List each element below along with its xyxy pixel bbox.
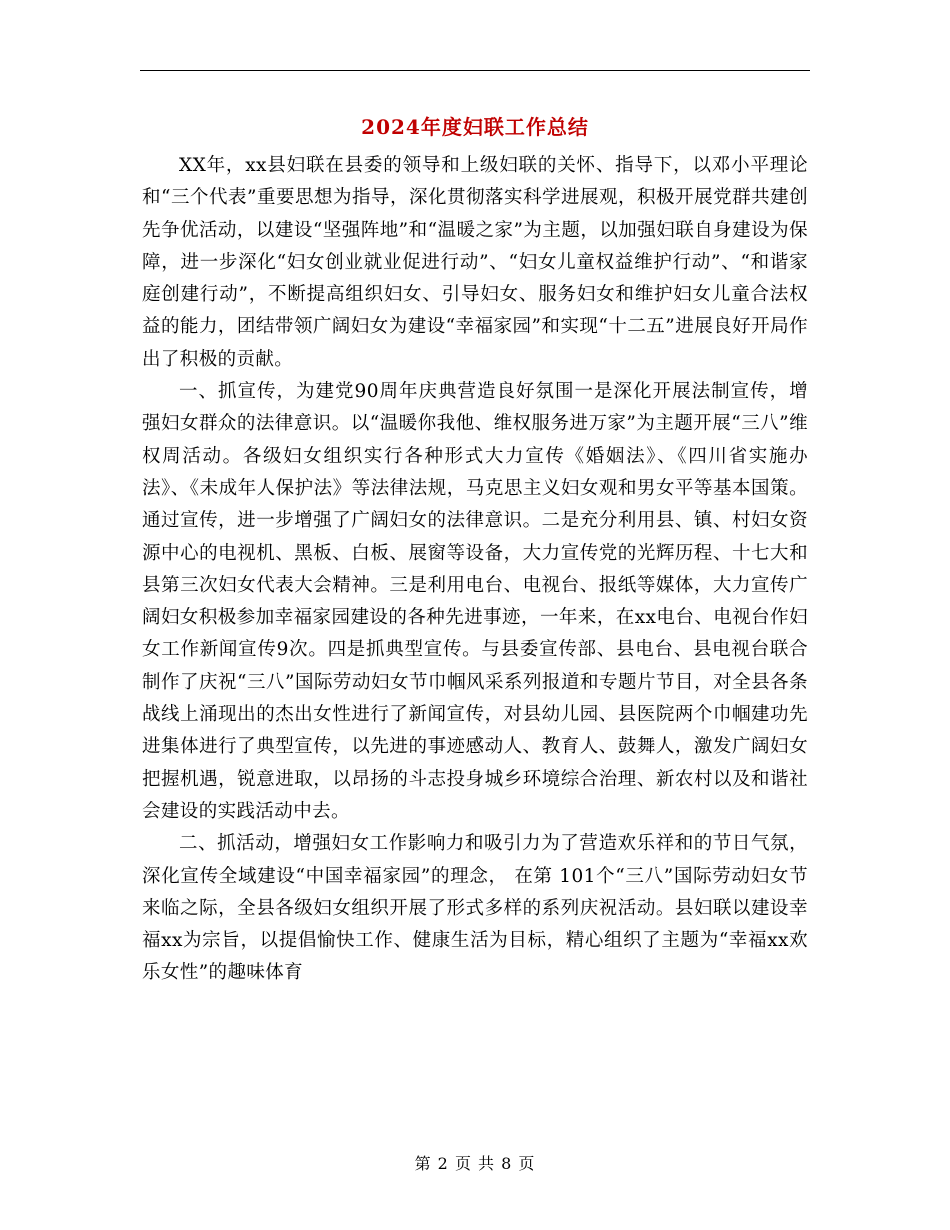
- paragraph-activities: 二、抓活动，增强妇女工作影响力和吸引力为了营造欢乐祥和的节日气氛，深化宣传全域建设“中国幸福家园”的理念， 在第 101个“三八”国际劳动妇女节来临之际，全县各级妇女组织开展了形式多样的系列庆祝活动。县妇联以建设幸福xx为宗旨，以提倡愉快工作、健康生活为目标，精心组织了主题为“幸福xx欢乐女性”的趣味体育: [142, 833, 808, 984]
- page-number-footer: 第 2 页 共 8 页: [414, 1154, 536, 1173]
- document-body: [142, 150, 808, 990]
- paragraph-intro: XX年，xx县妇联在县委的领导和上级妇联的关怀、指导下，以邓小平理论和“三个代表”重要思想为指导，深化贯彻落实科学进展观，积极开展党群共建创先争优活动，以建设“坚强阵地”和“温暖之家”为主题，以加强妇联自身建设为保障，进一步深化“妇女创业就业促进行动”、“妇女儿童权益维护行动”、“和谐家庭创建行动”，不断提高组织妇女、引导妇女、服务妇女和维护妇女儿童合法权益的能力，团结带领广阔妇女为建设“幸福家园”和实现“十二五”进展良好开局作出了积极的贡献。: [142, 155, 808, 370]
- document-title: 2024年度妇联工作总结: [361, 115, 589, 139]
- header-rule: [140, 70, 810, 71]
- paragraph-publicity: 一、抓宣传，为建党90周年庆典营造良好氛围一是深化开展法制宣传，增强妇女群众的法律意识。以“温暖你我他、维权服务进万家”为主题开展“三八”维权周活动。各级妇女组织实行各种形式大力宣传《婚姻法》、《四川省实施办法》、《未成年人保护法》等法律法规，马克思主义妇女观和男女平等基本国策。通过宣传，进一步增强了广阔妇女的法律意识。二是充分利用县、镇、村妇女资源中心的电视机、黑板、白板、展窗等设备，大力宣传党的光辉历程、十七大和县第三次妇女代表大会精神。三是利用电台、电视台、报纸等媒体，大力宣传广阔妇女积极参加幸福家园建设的各种先进事迹，一年来，在xx电台、电视台作妇女工作新闻宣传9次。四是抓典型宣传。与县委宣传部、县电台、县电视台联合制作了庆祝“三八”国际劳动妇女节巾帼风采系列报道和专题片节目，对全县各条战线上涌现出的杰出女性进行了新闻宣传，对县幼儿园、县医院两个巾帼建功先进集体进行了典型宣传，以先进的事迹感动人、教育人、鼓舞人，激发广阔妇女把握机遇，锐意进取，以昂扬的斗志投身城乡环境综合治理、新农村以及和谐社会建设的实践活动中去。: [142, 381, 808, 822]
